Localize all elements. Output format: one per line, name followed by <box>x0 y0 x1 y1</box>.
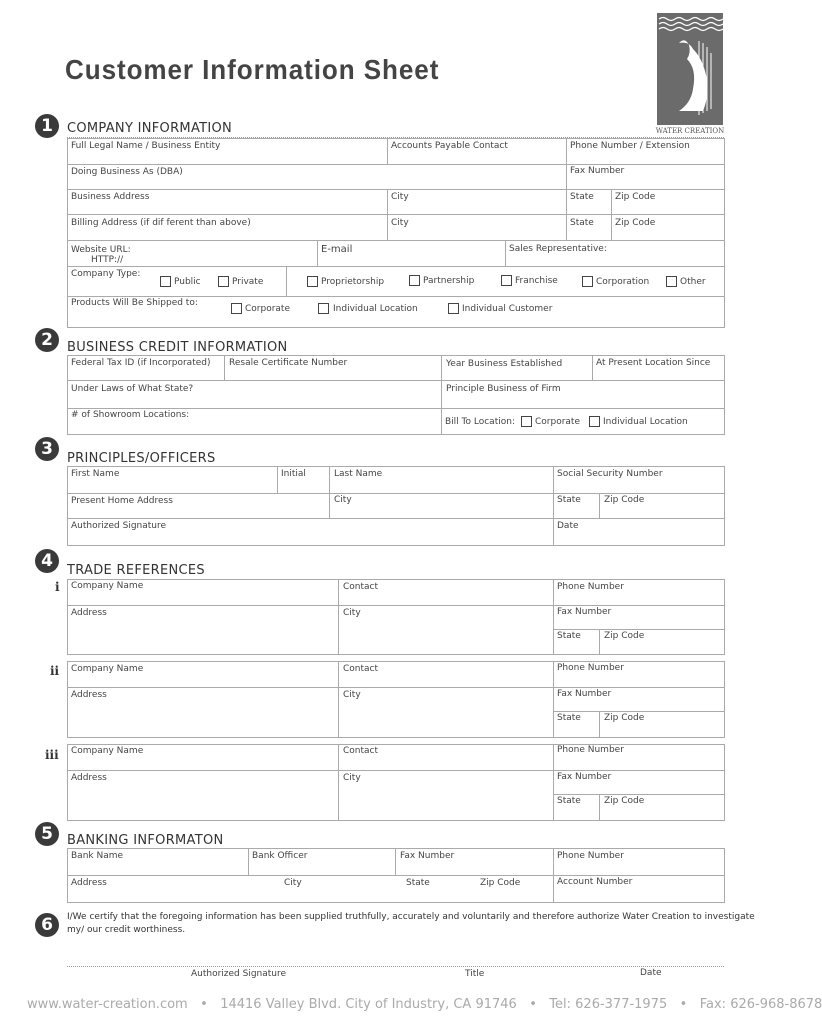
trade-ref-2-state-label: State <box>557 713 581 723</box>
business-address-label: Business Address <box>71 192 150 202</box>
logo-text: WATER CREATION <box>655 127 725 135</box>
bill-corporate-checkbox[interactable] <box>521 416 532 427</box>
trade-ref-1-phone-label: Phone Number <box>557 582 624 592</box>
trade-ref-2-address-label: Address <box>71 690 107 700</box>
ship-individual-location-label: Individual Location <box>333 304 418 314</box>
section-1-number: 1 <box>35 114 59 138</box>
page-title: Customer Information Sheet <box>65 54 440 85</box>
water-creation-logo <box>657 13 723 135</box>
bill-individual-location-checkbox[interactable] <box>589 416 600 427</box>
home-address-label: Present Home Address <box>71 496 173 506</box>
bank-city-label: City <box>284 878 302 888</box>
bill-individual-location-label: Individual Location <box>603 417 688 427</box>
footer <box>27 997 822 1012</box>
type-corporation-checkbox[interactable] <box>582 276 593 287</box>
ship-corporate-label: Corporate <box>245 304 290 314</box>
company-type-label: Company Type: <box>71 269 141 279</box>
trade-ref-3-address-label: Address <box>71 773 107 783</box>
type-franchise-checkbox[interactable] <box>501 275 512 286</box>
ship-individual-location-checkbox[interactable] <box>318 303 329 314</box>
sales-rep-label: Sales Representative: <box>509 244 607 254</box>
bank-phone-label: Phone Number <box>557 851 624 861</box>
trade-ref-1-city-label: City <box>343 608 361 618</box>
phone-ext-label: Phone Number / Extension <box>570 141 690 151</box>
bank-account-label: Account Number <box>557 877 633 887</box>
bank-name-label: Bank Name <box>71 851 124 861</box>
footer-tel: Tel: 626-377-1975 <box>549 997 668 1012</box>
signature-line <box>67 966 724 967</box>
billing-zip-label: Zip Code <box>615 218 656 228</box>
trade-ref-1-box <box>67 579 725 655</box>
trade-ref-2-box <box>67 661 725 738</box>
section-3-number: 3 <box>35 437 59 461</box>
email-label: E-mail <box>321 244 353 255</box>
trade-ref-1-address-label: Address <box>71 608 107 618</box>
laws-state-label: Under Laws of What State? <box>71 384 194 394</box>
first-name-label: First Name <box>71 469 120 479</box>
section-5-title: BANKING INFORMATON <box>67 833 224 848</box>
year-established-label: Year Business Established <box>446 359 563 369</box>
type-other-checkbox[interactable] <box>666 276 677 287</box>
officer-date-label: Date <box>557 521 579 531</box>
type-partnership-label: Partnership <box>423 276 475 286</box>
http-label: HTTP:// <box>91 255 124 265</box>
type-private-label: Private <box>232 277 264 287</box>
type-corporation-label: Corporation <box>596 277 650 287</box>
section-6-number: 6 <box>35 913 59 937</box>
ap-contact-label: Accounts Payable Contact <box>391 141 508 151</box>
footer-bullet: • <box>520 997 546 1012</box>
type-other-label: Other <box>680 277 706 287</box>
footer-address: 14416 Valley Blvd. City of Industry, CA 91746 <box>220 997 517 1012</box>
trade-ref-3-phone-label: Phone Number <box>557 745 624 755</box>
trade-ref-1-company-label: Company Name <box>71 581 144 591</box>
trade-ref-1-contact-label: Contact <box>343 582 379 592</box>
ship-individual-customer-label: Individual Customer <box>462 304 553 314</box>
billing-state-label: State <box>570 218 594 228</box>
bank-officer-label: Bank Officer <box>252 851 308 861</box>
trade-ref-1-fax-label: Fax Number <box>557 607 612 617</box>
section-3-title: PRINCIPLES/OFFICERS <box>67 451 216 466</box>
trade-ref-3-company-label: Company Name <box>71 746 144 756</box>
section-4-number: 4 <box>35 549 59 573</box>
bill-to-label: Bill To Location: <box>445 417 515 427</box>
trade-ref-3-state-label: State <box>557 796 581 806</box>
legal-name-label: Full Legal Name / Business Entity <box>71 141 221 151</box>
website-label: Website URL: <box>71 245 131 255</box>
officer-city-label: City <box>334 495 352 505</box>
ssn-label: Social Security Number <box>557 469 663 479</box>
footer-fax: Fax: 626-968-8678 <box>699 997 822 1012</box>
trade-ref-2-company-label: Company Name <box>71 664 144 674</box>
section-4-title: TRADE REFERENCES <box>67 563 205 578</box>
certify-line-1: I/We certify that the foregoing information has been supplied truthfully, accurately and voluntarily and therefore authorize Water Creation to investigate <box>67 912 755 922</box>
type-proprietorship-label: Proprietorship <box>321 277 385 287</box>
section-1-title: COMPANY INFORMATION <box>67 121 233 136</box>
ship-individual-customer-checkbox[interactable] <box>448 303 459 314</box>
last-name-label: Last Name <box>334 469 383 479</box>
trade-ref-2-contact-label: Contact <box>343 664 379 674</box>
trade-ref-3-zip-label: Zip Code <box>604 796 645 806</box>
bank-state-label: State <box>406 878 430 888</box>
type-proprietorship-checkbox[interactable] <box>307 276 318 287</box>
footer-website: www.water-creation.com <box>27 997 188 1012</box>
certify-signature-label: Authorized Signature <box>191 969 287 979</box>
ship-corporate-checkbox[interactable] <box>231 303 242 314</box>
present-since-label: At Present Location Since <box>596 358 711 368</box>
trade-ref-3-contact-label: Contact <box>343 746 379 756</box>
billing-address-label: Billing Address (if dif ferent than above) <box>71 218 251 228</box>
trade-ref-3-fax-label: Fax Number <box>557 772 612 782</box>
bank-zip-label: Zip Code <box>480 878 521 888</box>
officer-zip-label: Zip Code <box>604 495 645 505</box>
section-5-number: 5 <box>35 822 59 846</box>
trade-ref-2-city-label: City <box>343 690 361 700</box>
trade-ref-2-numeral: ii <box>50 664 60 678</box>
trade-ref-1-zip-label: Zip Code <box>604 631 645 641</box>
officer-signature-label: Authorized Signature <box>71 521 167 531</box>
type-franchise-label: Franchise <box>515 276 558 286</box>
certify-line-2: my/ our credit worthiness. <box>67 925 186 935</box>
certify-title-label: Title <box>465 969 485 979</box>
principle-business-label: Principle Business of Firm <box>446 384 561 394</box>
type-private-checkbox[interactable] <box>218 276 229 287</box>
type-partnership-checkbox[interactable] <box>409 275 420 286</box>
shipped-to-label: Products Will Be Shipped to: <box>71 298 198 308</box>
trade-ref-2-phone-label: Phone Number <box>557 663 624 673</box>
resale-label: Resale Certificate Number <box>229 358 348 368</box>
city-label: City <box>391 192 409 202</box>
trade-ref-2-fax-label: Fax Number <box>557 689 612 699</box>
trade-ref-2-zip-label: Zip Code <box>604 713 645 723</box>
footer-bullet: • <box>671 997 696 1012</box>
type-public-label: Public <box>174 277 201 287</box>
fax-label: Fax Number <box>570 166 625 176</box>
officer-state-label: State <box>557 495 581 505</box>
initial-label: Initial <box>281 469 306 479</box>
state-label: State <box>570 192 594 202</box>
showroom-label: # of Showroom Locations: <box>71 410 190 420</box>
type-public-checkbox[interactable] <box>160 276 171 287</box>
tax-id-label: Federal Tax ID (if Incorporated) <box>71 358 211 368</box>
trade-ref-1-state-label: State <box>557 631 581 641</box>
bill-corporate-label: Corporate <box>535 417 580 427</box>
bank-fax-label: Fax Number <box>400 851 455 861</box>
section-2-title: BUSINESS CREDIT INFORMATION <box>67 340 288 355</box>
footer-bullet: • <box>191 997 217 1012</box>
trade-ref-1-numeral: i <box>55 580 60 594</box>
billing-city-label: City <box>391 218 409 228</box>
dba-label: Doing Business As (DBA) <box>71 167 183 177</box>
section-2-number: 2 <box>35 328 59 352</box>
trade-ref-3-box <box>67 744 725 821</box>
bank-address-label: Address <box>71 878 107 888</box>
trade-ref-3-numeral: iii <box>45 748 59 762</box>
trade-ref-3-city-label: City <box>343 773 361 783</box>
zip-label: Zip Code <box>615 192 656 202</box>
certify-date-label: Date <box>640 968 662 978</box>
